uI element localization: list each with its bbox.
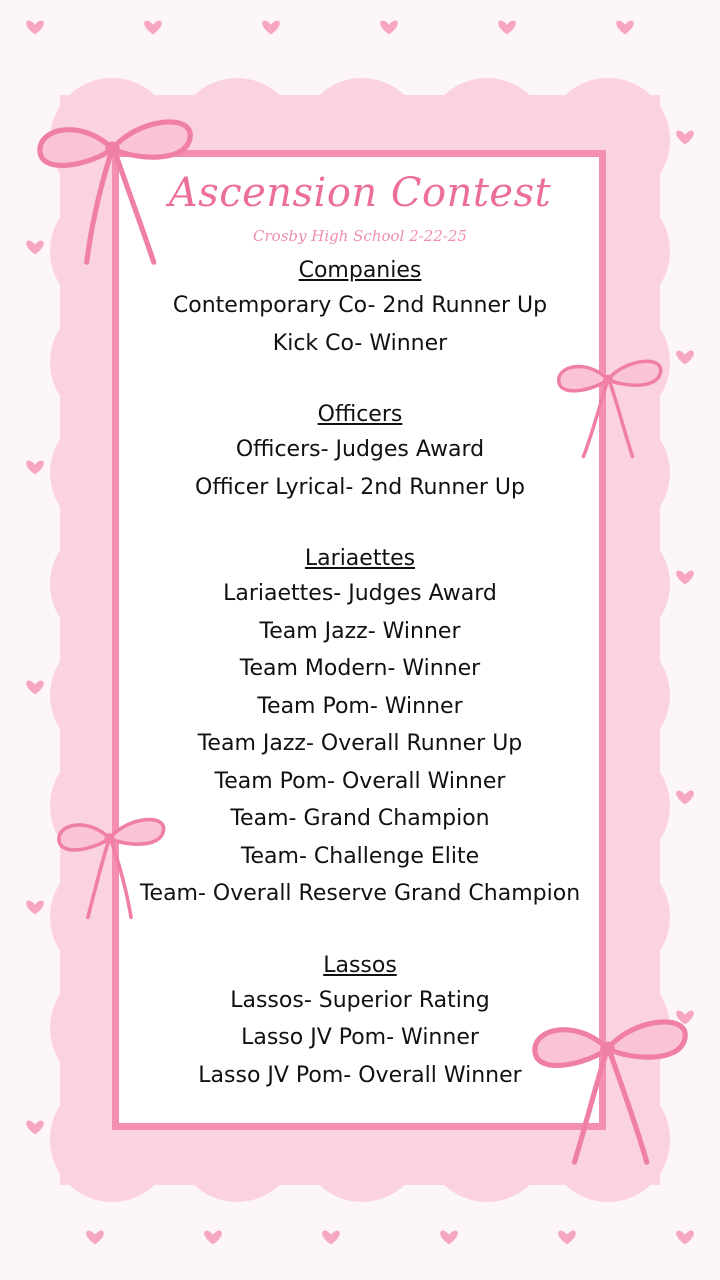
bow-icon xyxy=(52,808,167,926)
section-heading: Officers xyxy=(317,402,403,427)
result-item: Team Modern- Winner xyxy=(239,656,481,681)
bow-icon xyxy=(552,350,664,465)
result-item: Team Pom- Winner xyxy=(257,693,463,719)
result-item: Contemporary Co- 2nd Runner Up xyxy=(172,293,548,318)
bow-icon xyxy=(525,1005,690,1175)
result-item: Lasso JV Pom- Winner xyxy=(241,1025,479,1050)
result-item: Lassos- Superior Rating xyxy=(230,987,490,1013)
result-item: Team Jazz- Winner xyxy=(259,618,461,644)
section-heading: Lariaettes xyxy=(304,546,416,571)
result-item: Officers- Judges Award xyxy=(235,437,485,462)
section-heading: Companies xyxy=(298,258,422,283)
result-item: Kick Co- Winner xyxy=(272,330,448,356)
result-item: Team Jazz- Overall Runner Up xyxy=(197,731,523,756)
section-heading: Lassos xyxy=(323,952,397,978)
result-item: Team- Grand Champion xyxy=(230,806,490,831)
poster-subtitle: Crosby High School 2-22-25 xyxy=(253,227,467,245)
bow-icon xyxy=(30,105,195,275)
poster-title: Ascension Contest xyxy=(168,170,552,216)
result-item: Team- Challenge Elite xyxy=(240,843,480,869)
result-item: Officer Lyrical- 2nd Runner Up xyxy=(195,474,525,500)
result-item: Lasso JV Pom- Overall Winner xyxy=(198,1062,522,1088)
result-item: Lariaettes- Judges Award xyxy=(223,581,497,606)
result-item: Team- Overall Reserve Grand Champion xyxy=(139,881,581,906)
result-item: Team Pom- Overall Winner xyxy=(214,768,506,794)
